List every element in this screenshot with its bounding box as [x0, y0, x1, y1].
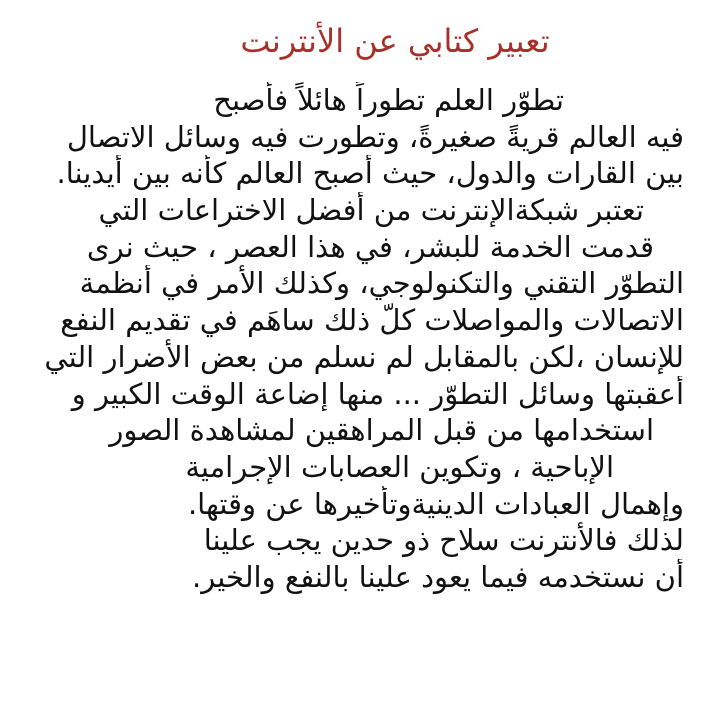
body-line: الإباحية ، وتكوين العصابات الإجرامية	[185, 449, 614, 484]
body-line: استخدامها من قبل المراهقين لمشاهدة الصور	[109, 413, 654, 448]
body-line: لذلك فالأنترنت سلاح ذو حدين يجب علينا	[203, 523, 684, 558]
body-line: للإنسان ،لكن بالمقابل لم نسلم من بعض الأضرار التي	[44, 339, 684, 374]
document-title: تعبير كتابي عن الأنترنت	[240, 22, 550, 60]
body-line: أعقبتها وسائل التطوّر ... منها إضاعة الوقت الكبير و	[71, 376, 684, 411]
body-line: فيه العالم قريةً صغيرةً، وتطورت فيه وسائل الاتصال	[66, 119, 684, 154]
body-line: التطوّر التقني والتكنولوجي، وكذلك الأمر في أنظمة	[79, 266, 684, 301]
body-line: وإهمال العبادات الدينيةوتأخيرها عن وقتها.	[187, 486, 684, 521]
body-line: بين القارات والدول، حيث أصبح العالم كأنه بين أيدينا.	[56, 156, 684, 191]
document-body	[36, 82, 684, 596]
body-line: الاتصالات والمواصلات كلّ ذلك ساهَم في تقديم النفع	[60, 303, 684, 338]
body-line: تطوّر العلم تطوراً هائلاً فأصبح	[213, 83, 564, 117]
body-line: أن نستخدمه فيما يعود علينا بالنفع والخير.	[192, 559, 684, 594]
body-line: تعتبر شبكةالإنترنت من أفضل الاختراعات التي	[98, 193, 644, 228]
body-line: قدمت الخدمة للبشر، في هذا العصر ، حيث نرى	[86, 229, 654, 264]
